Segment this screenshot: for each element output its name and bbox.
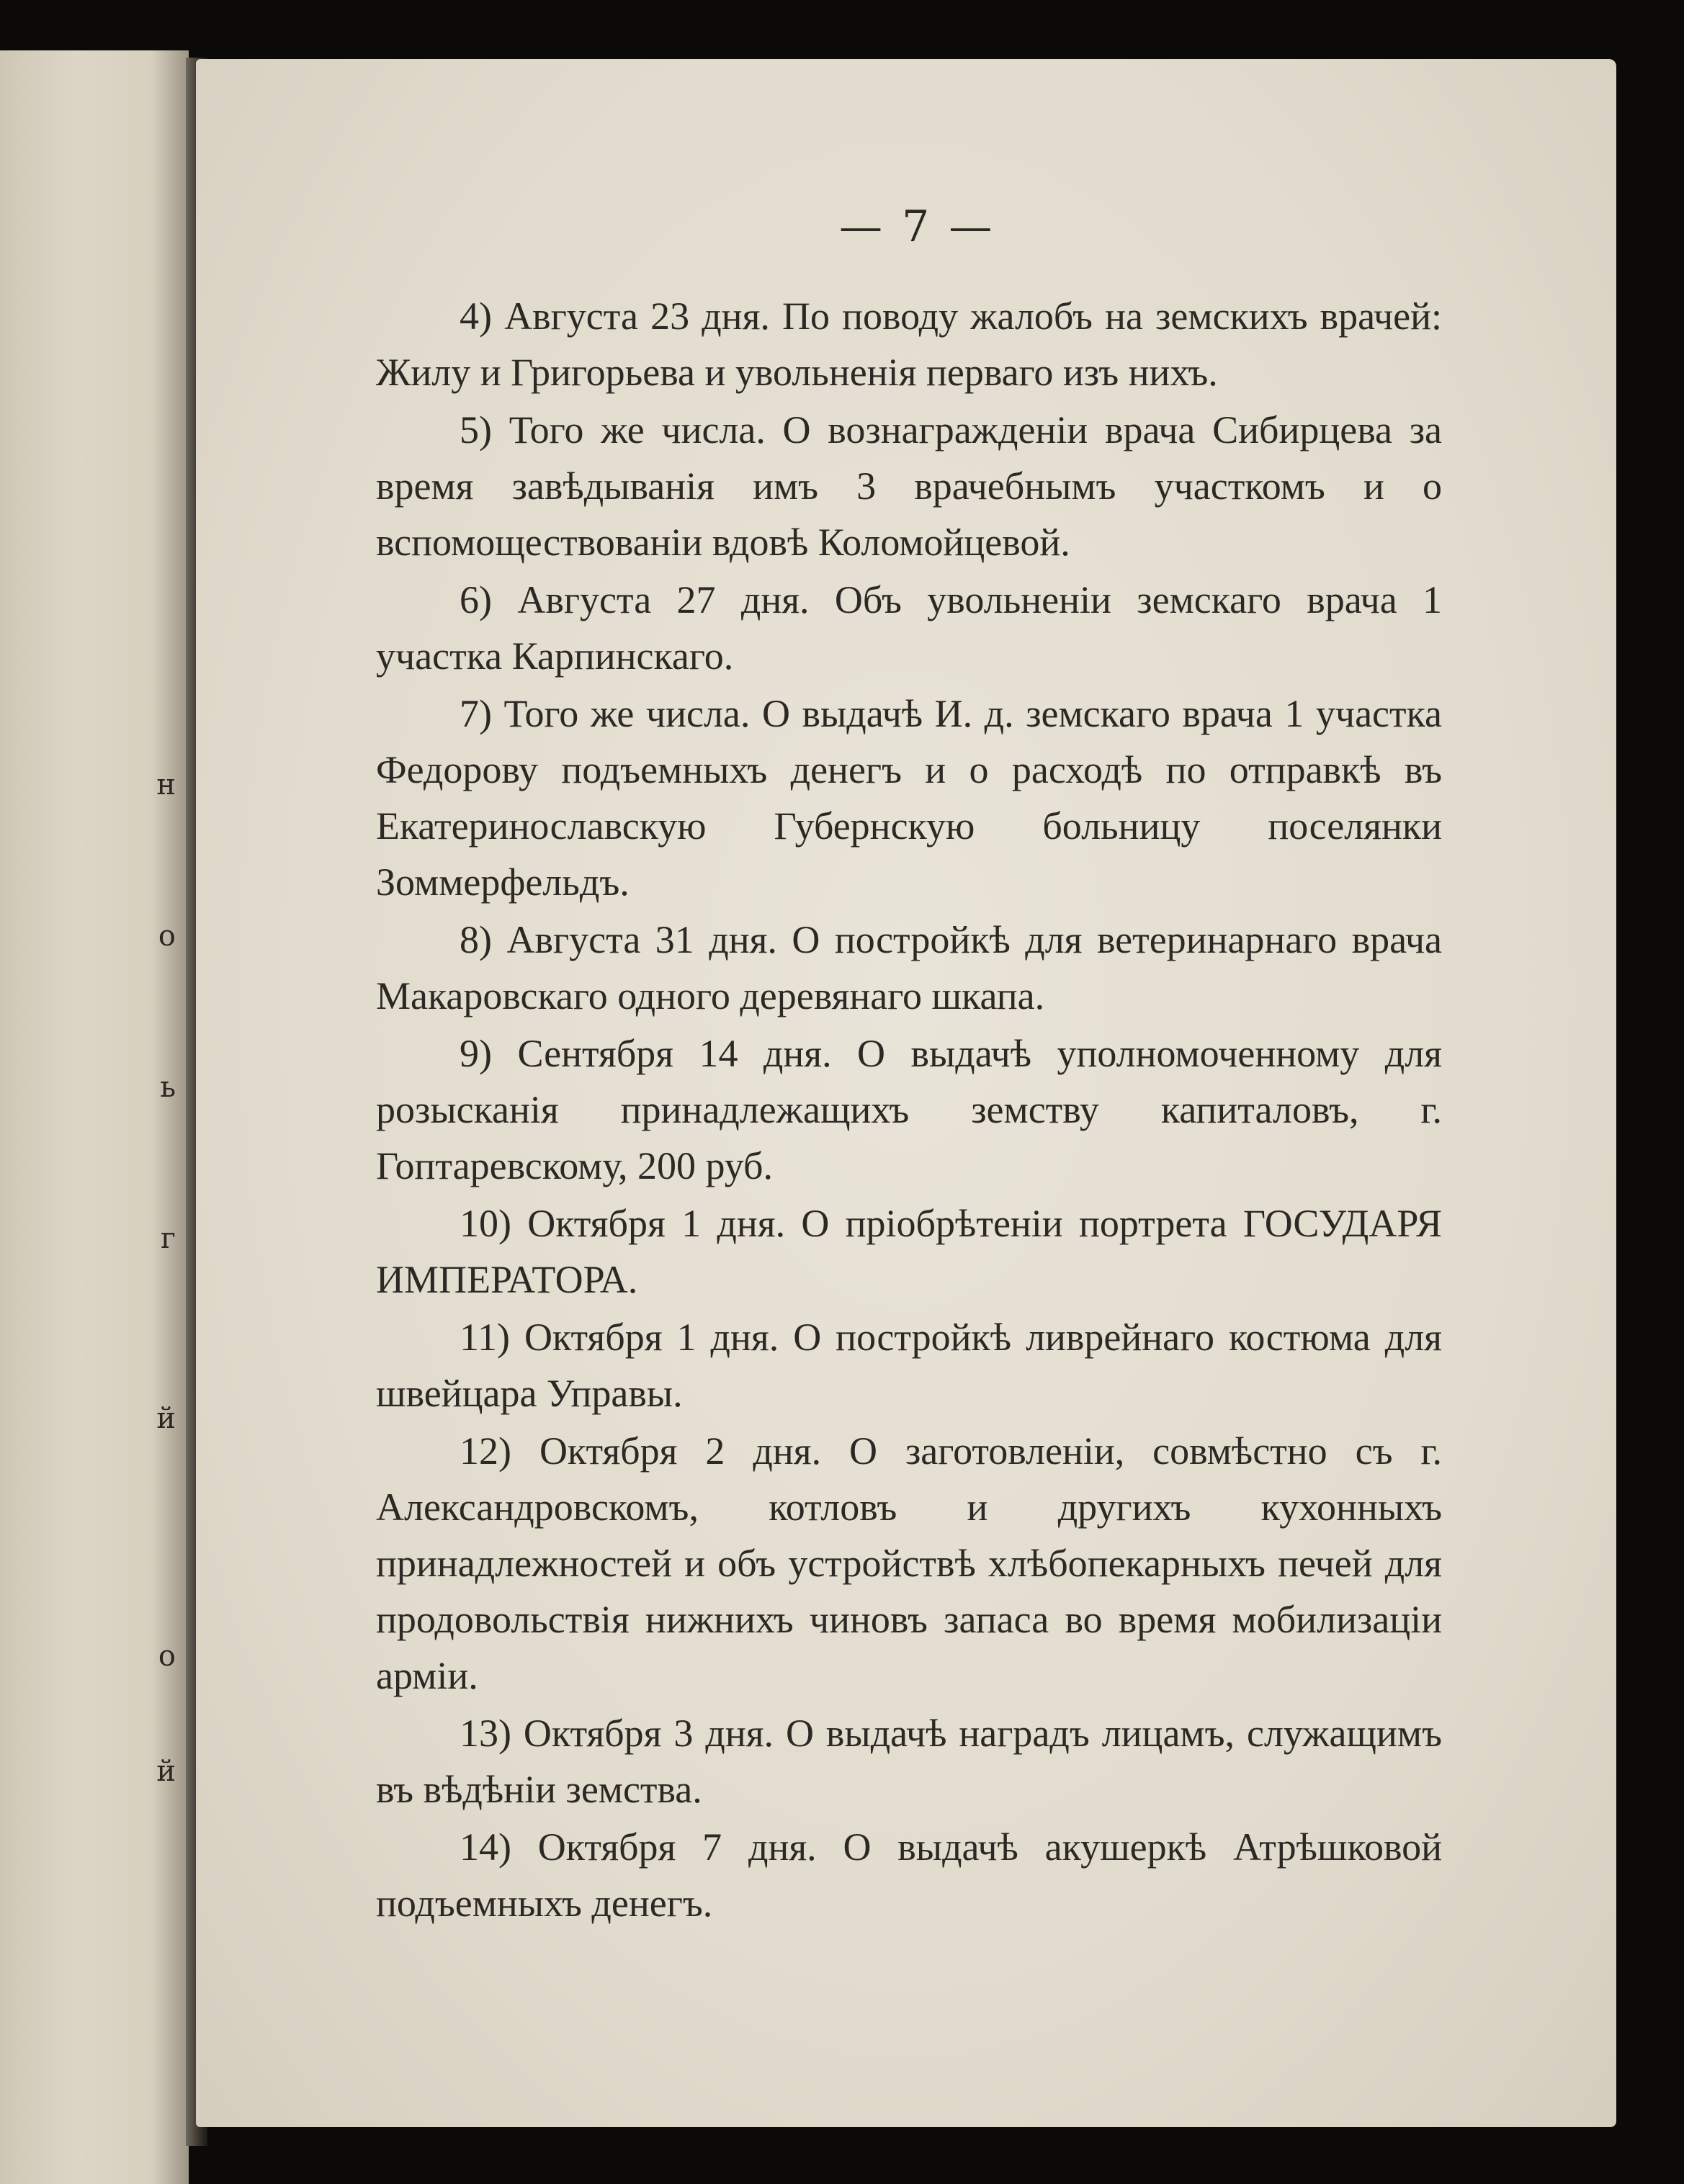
list-item	[376, 288, 1442, 400]
list-item	[376, 686, 1442, 910]
list-item	[376, 572, 1442, 684]
list-item	[376, 1819, 1442, 1931]
list-item	[376, 1025, 1442, 1194]
entry-text: Августа 27 дня. Объ увольненіи земскаго врача 1 участка Карпинскаго.	[376, 578, 1443, 678]
list-item	[376, 1423, 1442, 1704]
entry-text: Того же числа. О вознагражденіи врача Сибирцева за время завѣдыванія имъ 3 врачебнымъ участкомъ и о вспомоществованіи вдовѣ Коломойцевой.	[376, 408, 1443, 564]
left-page-edge	[0, 50, 189, 2184]
left-page-fragment: н	[156, 768, 176, 801]
entry-text: Того же числа. О выдачѣ И. д. земскаго врача 1 участка Федорову подъемныхъ денегъ и о расходѣ по отправкѣ въ Екатеринославскую Губернскую больницу поселянки Зоммерфельдъ.	[376, 692, 1443, 904]
entry-number: 4)	[460, 295, 492, 338]
list-item	[376, 1705, 1442, 1817]
page-number: — 7 —	[839, 202, 995, 252]
entry-text: Октября 1 дня. О пріобрѣтеніи портрета ГОСУДАРЯ ИМПЕРАТОРА.	[376, 1202, 1442, 1301]
list-item	[376, 912, 1442, 1024]
entry-number: 5)	[460, 408, 492, 451]
entry-text: Сентября 14 дня. О выдачѣ уполномоченному для розысканія принадлежащихъ земству капиталовъ, г. Гоптаревскому, 200 руб.	[376, 1032, 1443, 1187]
entry-number: 8)	[460, 918, 492, 961]
entry-text: Октября 1 дня. О постройкѣ ливрейнаго костюма для швейцара Управы.	[376, 1316, 1442, 1415]
list-item	[376, 1195, 1442, 1308]
left-page-fragment: ь	[160, 1071, 176, 1104]
entry-number: 11)	[460, 1316, 510, 1359]
left-page-fragment: г	[161, 1222, 176, 1255]
list-item	[376, 1309, 1442, 1421]
entry-number: 10)	[460, 1202, 511, 1245]
entry-text: Августа 23 дня. По поводу жалобъ на земскихъ врачей: Жилу и Григорьева и увольненія перваго изъ нихъ.	[376, 295, 1442, 394]
list-item	[376, 402, 1442, 570]
page-body	[376, 288, 1442, 1933]
entry-number: 12)	[460, 1429, 511, 1473]
entry-number: 9)	[460, 1032, 492, 1075]
entry-text: Октября 2 дня. О заготовленіи, совмѣстно съ г. Александровскомъ, котловъ и другихъ кухонныхъ принадлежностей и объ устройствѣ хлѣбопекарныхъ печей для продовольствія нижнихъ чиновъ запаса во время мобилизаціи арміи.	[376, 1429, 1443, 1697]
left-page-fragment: о	[158, 1640, 176, 1673]
entry-number: 14)	[460, 1825, 511, 1869]
left-page-fragment: й	[156, 1402, 176, 1435]
entry-text: Августа 31 дня. О постройкѣ для ветеринарнаго врача Макаровскаго одного деревянаго шкапа.	[376, 918, 1442, 1017]
entry-number: 7)	[460, 692, 492, 735]
left-page-fragment: о	[158, 920, 176, 953]
left-page-fragment: й	[156, 1755, 176, 1788]
entry-text: Октября 7 дня. О выдачѣ акушеркѣ Атрѣшковой подъемныхъ денегъ.	[376, 1825, 1442, 1925]
entry-text: Октября 3 дня. О выдачѣ наградъ лицамъ, служащимъ въ вѣдѣніи земства.	[376, 1712, 1443, 1811]
entry-number: 6)	[460, 578, 492, 621]
entry-number: 13)	[460, 1712, 511, 1755]
